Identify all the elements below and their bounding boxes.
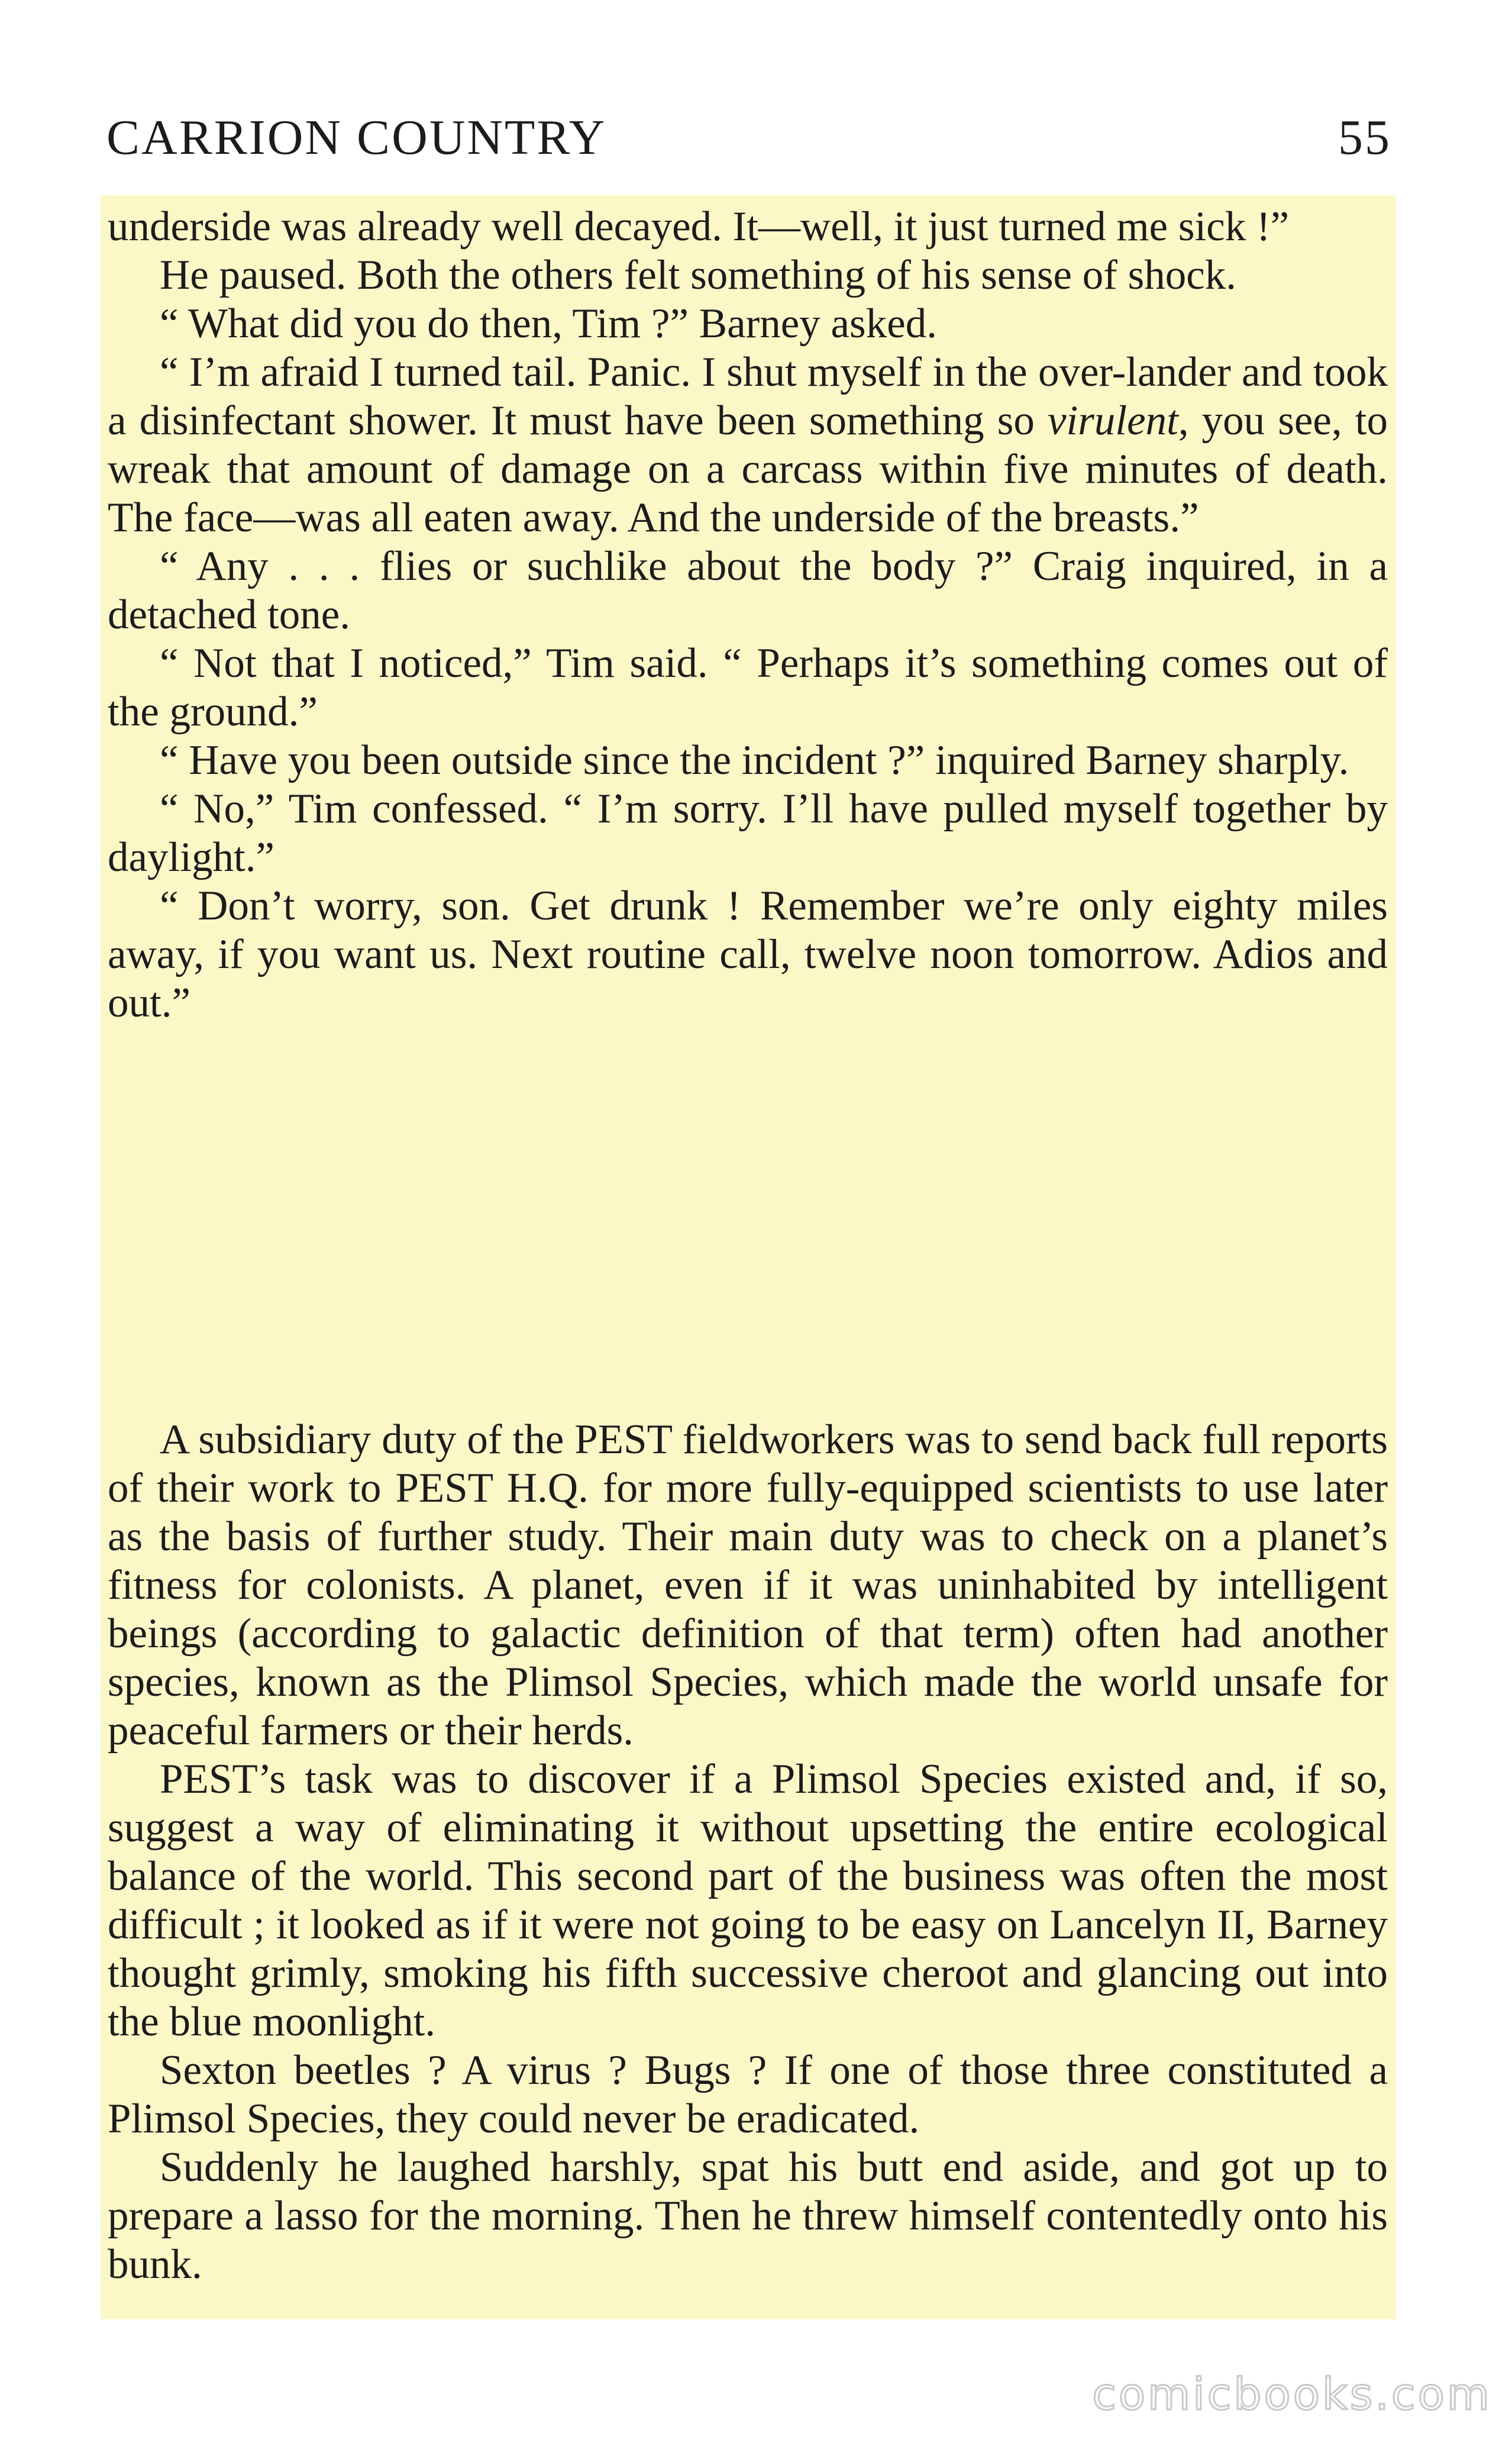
- chapter-title: CARRION COUNTRY: [106, 110, 607, 165]
- paragraph: Sexton beetles ? A virus ? Bugs ? If one of those three constituted a Plimsol Species, they could never be eradicated.: [108, 2047, 1388, 2142]
- paragraph: “ Don’t worry, son. Get drunk ! Remember we’re only eighty miles away, if you want us. Next routine call, twelve noon tomorrow. Adios and out.”: [108, 883, 1388, 1026]
- paragraph: He paused. Both the others felt something of his sense of shock.: [160, 252, 1237, 298]
- paragraph: “ No,” Tim confessed. “ I’m sorry. I’ll have pulled myself together by daylight.”: [108, 786, 1388, 880]
- paragraph-text: “ I’m afraid I turned tail. Panic. I shut myself in the over-lander and took a disinfectant shower. It must have been something so: [108, 349, 1388, 444]
- paragraph: underside was already well decayed. It—well, it just turned me sick !”: [108, 204, 1290, 250]
- book-page: [101, 95, 1396, 2319]
- paragraph: “ Any . . . flies or suchlike about the body ?” Craig inquired, in a detached tone.: [108, 543, 1388, 638]
- paragraph: “ Have you been outside since the incident ?” inquired Barney sharply.: [160, 737, 1349, 783]
- page-number: 55: [1338, 110, 1391, 165]
- paragraph-text: , you see, to wreak that amount of damage on a carcass within five minutes of death. The face—was all eaten away. And the underside of the breasts.”: [108, 398, 1388, 541]
- dialogue-section: [108, 202, 1388, 1027]
- site-watermark: comicbooks.com: [1092, 2369, 1492, 2420]
- paragraph: “ What did you do then, Tim ?” Barney asked.: [160, 301, 937, 347]
- emphasis-word: virulent: [1047, 398, 1178, 444]
- paragraph: PEST’s task was to discover if a Plimsol Species existed and, if so, suggest a way of eliminating it without upsetting the entire ecological balance of the world. This second part of the business was often the most difficult ; it looked as if it were not going to be easy on Lancelyn II, Barney thought grimly, smoking his fifth successive cheroot and glancing out into the blue moonlight.: [108, 1756, 1388, 2045]
- paragraph: “ Not that I noticed,” Tim said. “ Perhaps it’s something comes out of the ground.”: [108, 640, 1388, 735]
- paragraph: A subsidiary duty of the PEST fieldworkers was to send back full reports of their work to PEST H.Q. for more fully-equipped scientists to use later as the basis of further study. Their main duty was to check on a planet’s fitness for colonists. A planet, even if it was uninhabited by intelligent beings (according to galactic definition of that term) often had another species, known as the Plimsol Species, which made the world unsafe for peaceful farmers or their herds.: [108, 1416, 1388, 1754]
- narrative-section: [108, 1415, 1388, 2289]
- paragraph: Suddenly he laughed harshly, spat his butt end aside, and got up to prepare a lasso for the morning. Then he threw himself contentedly onto his bunk.: [108, 2144, 1388, 2287]
- paragraph: [108, 348, 1388, 542]
- running-header: [106, 109, 1391, 174]
